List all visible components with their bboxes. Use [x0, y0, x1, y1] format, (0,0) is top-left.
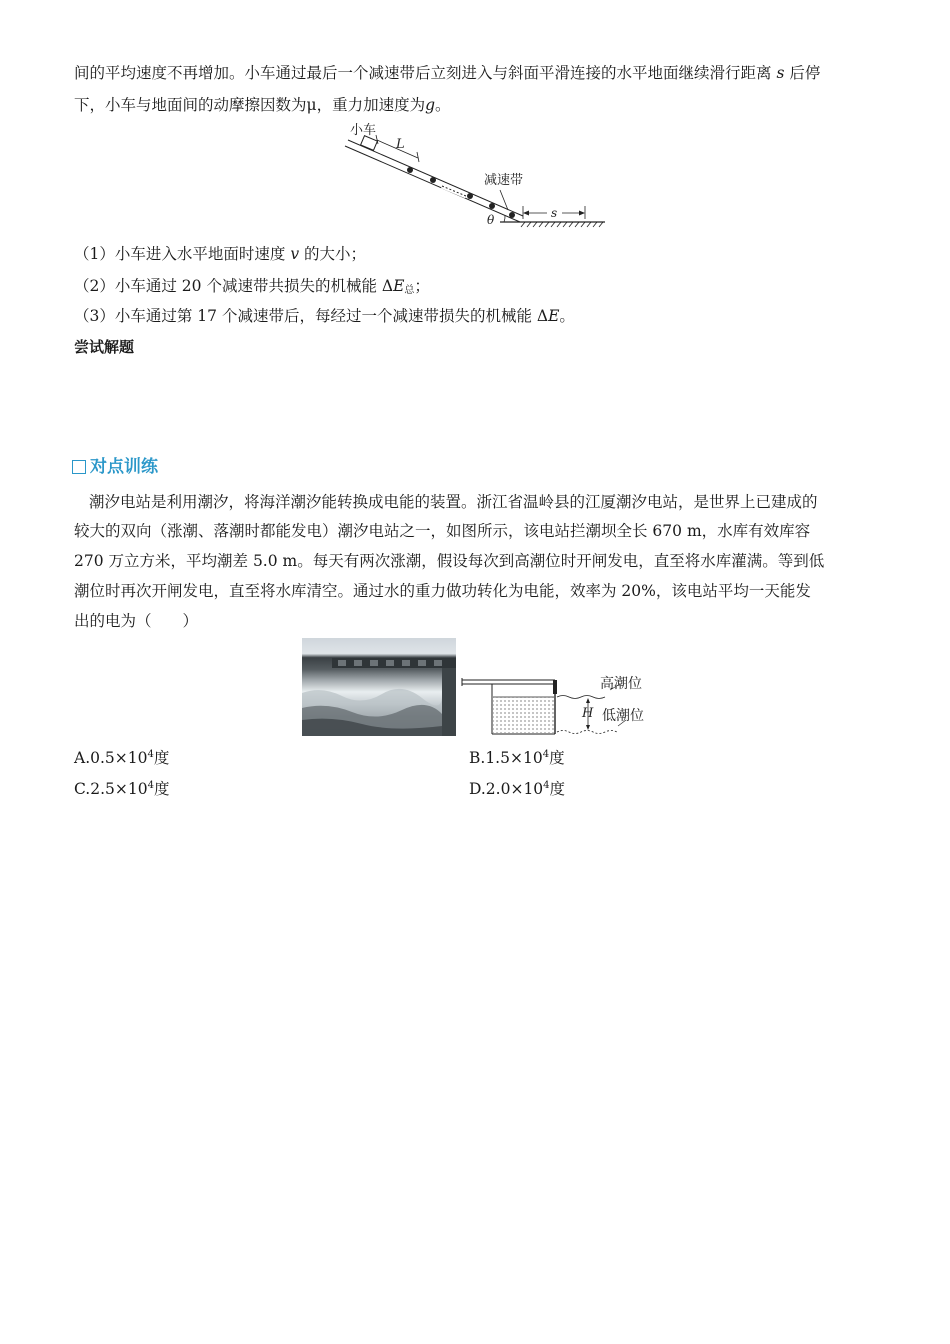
label-bump: 减速带: [484, 173, 524, 188]
intro-text: 下，小车与地面间的动摩擦因数为μ，重力加速度为: [74, 96, 426, 114]
question-1: （1）小车进入水平地面时速度 v 的大小；: [74, 245, 367, 263]
incline-figure: [340, 118, 610, 230]
intro-text: 间的平均速度不再增加。小车通过最后一个减速带后立刻进入与斜面平滑连接的水平地面继续滑行距离: [74, 64, 772, 82]
intro-text-end: 后停: [789, 64, 821, 82]
label-low-tide: 低潮位: [602, 708, 644, 724]
var-s: s: [776, 64, 785, 82]
question-2: （2）小车通过 20 个减速带共损失的机械能 ΔE总；: [74, 277, 430, 296]
try-solve-heading: 尝试解题: [74, 338, 135, 356]
label-theta: θ: [487, 213, 495, 227]
training-text-line: 出的电为（ ）: [74, 612, 199, 630]
option-c[interactable]: $C.2.5\times 10^4$度: [74, 780, 170, 798]
training-text-line: 潮位时再次开闸发电，直至将水库清空。通过水的重力做功转化为电能，效率为 20%，该电站平均一天能发: [74, 582, 811, 600]
tidal-station-photo: [302, 638, 456, 736]
intro-text-end: 。: [435, 96, 451, 114]
option-d[interactable]: $D.2.0\times 10^4$度: [469, 780, 566, 798]
speed-bump: [489, 203, 495, 209]
section-title: [72, 456, 158, 478]
option-a[interactable]: $A.0.5\times 10^4$度: [74, 749, 170, 767]
label-H: H: [582, 706, 594, 721]
question-3: （3）小车通过第 17 个减速带后，每经过一个减速带损失的机械能 ΔE。: [74, 307, 575, 325]
label-L: L: [396, 137, 405, 152]
problem-intro-line-1: [74, 63, 820, 83]
label-s: s: [551, 206, 558, 220]
speed-bump: [467, 193, 473, 199]
problem-intro-line-2: [74, 95, 451, 115]
label-car: 小车: [350, 123, 377, 138]
training-text-line: 270 万立方米，平均潮差 5.0 m。每天有两次涨潮，假设每次到高潮位时开闸发电，直至将水库灌满。等到低: [74, 552, 825, 570]
section-title-text: 对点训练: [90, 457, 158, 477]
training-text-line: 较大的双向（涨潮、落潮时都能发电）潮汐电站之一，如图所示，该电站拦潮坝全长 670 m，水库有效库容: [74, 522, 811, 540]
tidal-diagram: [460, 664, 660, 742]
label-high-tide: 高潮位: [600, 676, 642, 692]
option-b[interactable]: $B.1.5\times 10^4$度: [469, 749, 565, 767]
speed-bump: [430, 177, 436, 183]
var-g: g: [425, 96, 436, 114]
speed-bump: [407, 167, 413, 173]
speed-bump: [509, 212, 515, 218]
checkbox-icon: [72, 460, 86, 474]
training-text-line: 潮汐电站是利用潮汐，将海洋潮汐能转换成电能的装置。浙江省温岭县的江厦潮汐电站，是世界上已建成的: [89, 493, 818, 511]
